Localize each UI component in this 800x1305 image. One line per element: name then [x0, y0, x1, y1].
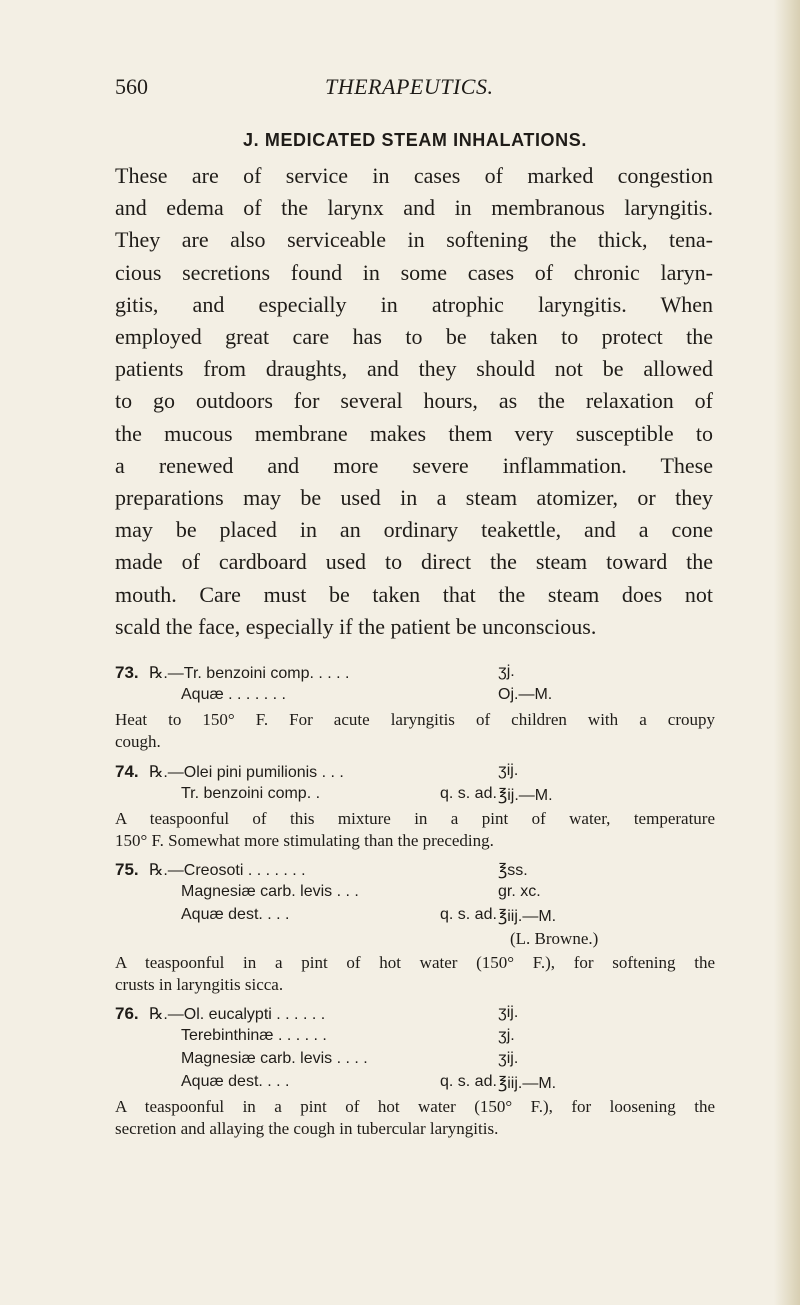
- rx-line: [115, 762, 715, 784]
- rx-line: [115, 663, 715, 685]
- rx-line: [115, 686, 715, 708]
- rx-line: [115, 785, 715, 807]
- rx-note-line: Heat to 150° F. For acute laryngitis of children with a croupy: [115, 710, 715, 729]
- body-line: mouth. Care must be taken that the steam does not: [115, 581, 713, 607]
- rx-line: [115, 1004, 715, 1026]
- body-line: gitis, and especially in atrophic laryngitis. When: [115, 291, 713, 317]
- rx-line: [115, 1073, 715, 1095]
- body-line: the mucous membrane makes them very susceptible to: [115, 420, 713, 446]
- rx-note-line: A teaspoonful of this mixture in a pint of water, temperature: [115, 809, 715, 828]
- rx-ingredient: Aquæ dest. . . .: [181, 906, 290, 923]
- body-line: may be placed in an ordinary teakettle, and a cone: [115, 517, 713, 543]
- rx-qs: q. s. ad.: [440, 1073, 497, 1090]
- rx-note-line: cough.: [115, 732, 161, 751]
- rx-line: [115, 906, 715, 928]
- rx-dose: ʒj.: [498, 1027, 515, 1044]
- rx-line: [115, 1027, 715, 1049]
- rx-dose: ʒij.: [498, 1004, 519, 1021]
- rx-number: 76.: [115, 1004, 139, 1023]
- rx-dose: ℥ss.: [498, 862, 528, 879]
- section-title: J. MEDICATED STEAM INHALATIONS.: [243, 130, 587, 150]
- rx-dose: gr. xc.: [498, 883, 541, 900]
- body-line: These are of service in cases of marked congestion: [115, 163, 713, 188]
- rx-qs: q. s. ad.: [440, 906, 497, 923]
- rx-dose: ʒij.: [498, 762, 519, 779]
- rx-note-line: crusts in laryngitis sicca.: [115, 975, 284, 994]
- rx-dose: ʒj.: [498, 663, 515, 680]
- body-line: employed great care has to be taken to protect the: [115, 324, 713, 350]
- rx-note-line: A teaspoonful in a pint of hot water (150° F.), for loosening the: [115, 1097, 715, 1116]
- rx-ingredient: Aquæ . . . . . . .: [181, 686, 286, 703]
- rx-dose: ʒij.: [498, 1050, 519, 1067]
- rx-line: [115, 929, 715, 951]
- rx-note-line: A teaspoonful in a pint of hot water (150° F.), for softening the: [115, 953, 715, 972]
- rx-author: (L. Browne.): [510, 929, 599, 948]
- rx-dose: ℥ij.—M.: [498, 787, 553, 804]
- rx-ingredient: Aquæ dest. . . .: [181, 1073, 290, 1090]
- rx-ingredient: Magnesiæ carb. levis . . . .: [181, 1050, 368, 1067]
- rx-note-line: secretion and allaying the cough in tubercular laryngitis.: [115, 1119, 499, 1138]
- rx-note: [115, 952, 715, 996]
- rx-ingredient: ℞.—Tr. benzoini comp. . . . .: [149, 665, 350, 682]
- rx-dose: ℥iij.—M.: [498, 1075, 557, 1092]
- body-line: scald the face, especially if the patient be unconscious.: [115, 613, 597, 639]
- page-number: 560: [115, 74, 148, 99]
- body-line: to go outdoors for several hours, as the relaxation of: [115, 388, 713, 414]
- body-line: made of cardboard used to direct the steam toward the: [115, 549, 713, 575]
- body-line: and edema of the larynx and in membranous laryngitis.: [115, 195, 713, 221]
- body-paragraph: [115, 160, 713, 643]
- rx-note: [115, 808, 715, 852]
- rx-number: 74.: [115, 762, 139, 781]
- rx-note: [115, 1096, 715, 1140]
- rx-dose: ℥iij.—M.: [498, 908, 557, 925]
- page-edge-shadow: [774, 0, 800, 1305]
- body-line: patients from draughts, and they should not be allowed: [115, 356, 713, 382]
- rx-ingredient: Terebinthinæ . . . . . .: [181, 1027, 327, 1044]
- rx-ingredient: ℞.—Ol. eucalypti . . . . . .: [149, 1006, 326, 1023]
- rx-line: [115, 1050, 715, 1072]
- rx-number: 73.: [115, 663, 139, 682]
- rx-line: [115, 883, 715, 905]
- rx-ingredient: Magnesiæ carb. levis . . .: [181, 883, 359, 900]
- rx-note: [115, 709, 715, 753]
- rx-dose: Oj.—M.: [498, 686, 553, 703]
- body-line: They are also serviceable in softening the thick, tena-: [115, 227, 713, 253]
- body-line: cious secretions found in some cases of chronic laryn-: [115, 259, 713, 285]
- running-title: THERAPEUTICS.: [325, 74, 494, 99]
- page-header: [115, 74, 680, 104]
- rx-number: 75.: [115, 860, 139, 879]
- rx-note-line: 150° F. Somewhat more stimulating than the preceding.: [115, 831, 494, 850]
- rx-qs: q. s. ad.: [440, 785, 497, 802]
- rx-ingredient: ℞.—Olei pini pumilionis . . .: [149, 764, 344, 781]
- rx-line: [115, 860, 715, 882]
- body-line: preparations may be used in a steam atomizer, or they: [115, 485, 713, 511]
- rx-ingredient: Tr. benzoini comp. .: [181, 785, 321, 802]
- rx-ingredient: ℞.—Creosoti . . . . . . .: [149, 862, 306, 879]
- body-line: a renewed and more severe inflammation. These: [115, 452, 713, 478]
